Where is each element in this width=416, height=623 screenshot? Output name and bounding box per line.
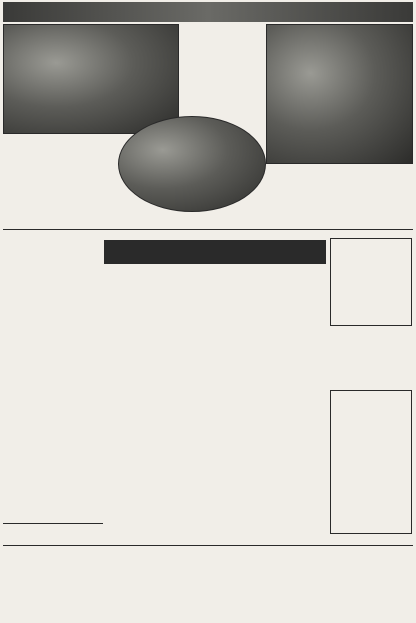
top-right-text — [184, 24, 262, 124]
masthead-rule — [3, 523, 103, 524]
photo-right — [266, 24, 413, 164]
photo-right-caption — [268, 198, 410, 212]
section-divider — [3, 229, 413, 230]
masthead-issue-info — [6, 535, 102, 543]
right-info-box — [330, 238, 412, 326]
lower-right-box — [330, 390, 412, 534]
story-col-3 — [182, 266, 254, 528]
right-article-tail — [268, 214, 412, 228]
footer-rule — [3, 545, 413, 546]
photo-center-circle — [118, 116, 266, 212]
footer-print-info — [6, 565, 410, 573]
headline-banner — [3, 2, 413, 22]
editor-line — [330, 378, 412, 386]
story-col-4 — [258, 238, 328, 400]
left-article-body — [6, 152, 118, 224]
masthead-name — [6, 526, 102, 534]
footer-address — [6, 548, 410, 564]
photo-center-caption — [110, 214, 278, 224]
photo-left — [3, 24, 179, 134]
story-col-2 — [104, 266, 178, 528]
story-col-1 — [4, 232, 100, 522]
story-author — [112, 232, 182, 239]
story-continued-note — [330, 326, 410, 334]
